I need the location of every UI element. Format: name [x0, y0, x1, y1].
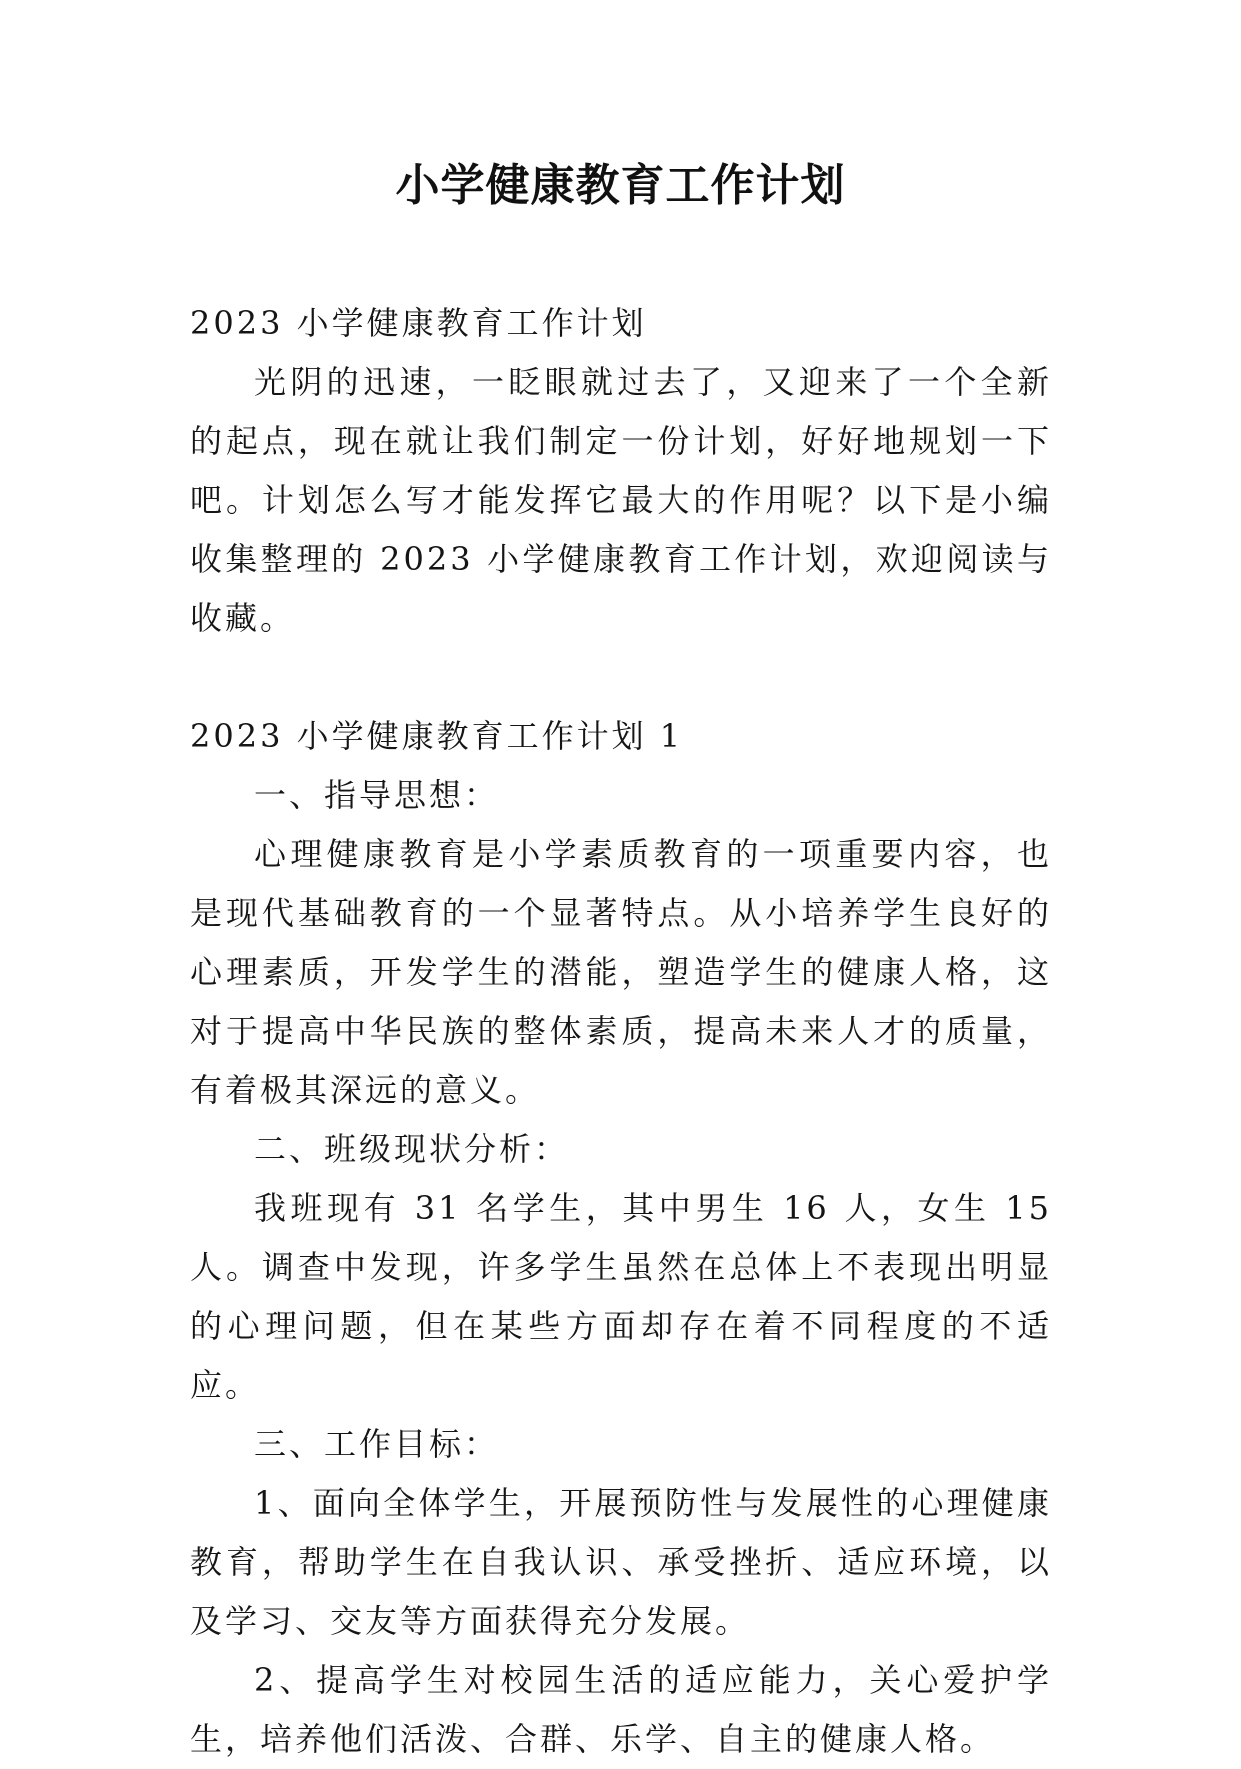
goal-item-2: 2、提高学生对校园生活的适应能力，关心爱护学生，培养他们活泼、合群、乐学、自主的健康人格。 [190, 1661, 1052, 1758]
document-title: 小学健康教育工作计划 [395, 160, 846, 211]
document-body [190, 294, 1052, 1769]
intro-paragraph: 光阴的迅速，一眨眼就过去了，又迎来了一个全新的起点，现在就让我们制定一份计划，好好地规划一下吧。计划怎么写才能发挥它最大的作用呢？以下是小编收集整理的 2023 小学健康教育工作计划，欢迎阅读与收藏。 [190, 363, 1052, 637]
part-heading-class-analysis: 二、班级现状分析： [254, 1130, 570, 1168]
intro-heading: 2023 小学健康教育工作计划 [190, 304, 647, 342]
part-heading-work-goals: 三、工作目标： [254, 1425, 500, 1463]
paragraph-class-analysis: 我班现有 31 名学生，其中男生 16 人，女生 15 人。调查中发现，许多学生虽然在总体上不表现出明显的心理问题，但在某些方面却存在着不同程度的不适应。 [190, 1189, 1052, 1404]
goal-item-1: 1、面向全体学生，开展预防性与发展性的心理健康教育，帮助学生在自我认识、承受挫折、适应环境，以及学习、交友等方面获得充分发展。 [190, 1484, 1052, 1640]
part-heading-guiding-ideology: 一、指导思想： [254, 776, 500, 814]
paragraph-guiding-ideology: 心理健康教育是小学素质教育的一项重要内容，也是现代基础教育的一个显著特点。从小培养学生良好的心理素质，开发学生的潜能，塑造学生的健康人格，这对于提高中华民族的整体素质，提高未来人才的质量，有着极其深远的意义。 [190, 835, 1052, 1109]
section-heading: 2023 小学健康教育工作计划 1 [190, 717, 684, 755]
section-spacer [190, 648, 1052, 707]
